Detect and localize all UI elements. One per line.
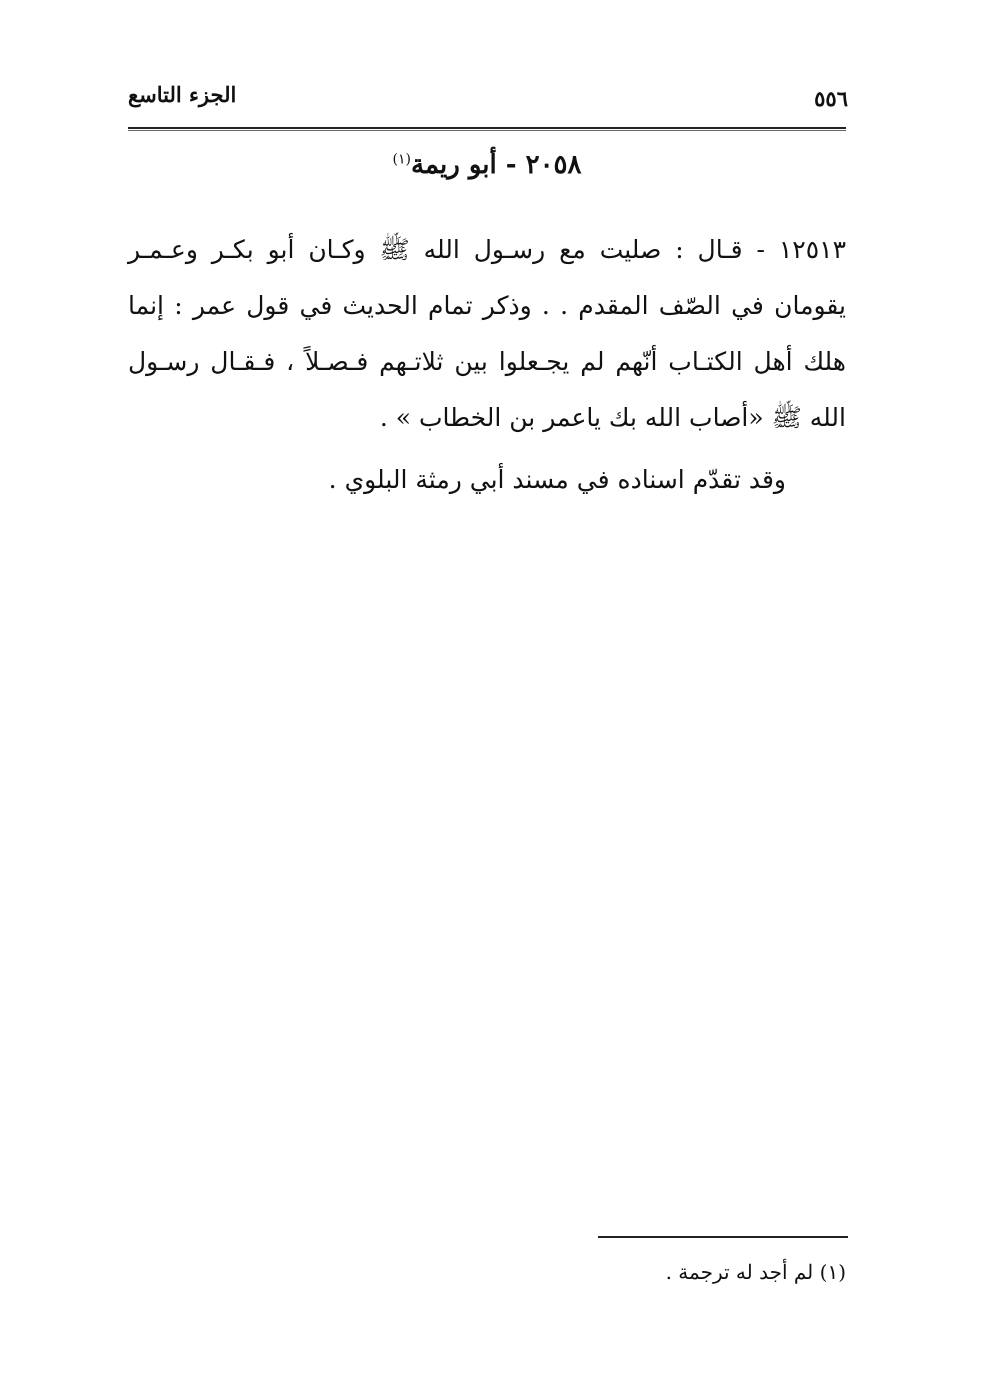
header-divider <box>128 127 846 131</box>
book-part-label: الجزء التاسع <box>128 82 237 107</box>
footnote-divider <box>598 1236 848 1238</box>
page-number: ٥٥٦ <box>814 86 848 111</box>
running-header <box>128 82 848 122</box>
isnad-note: وقد تقدّم اسناده في مسند أبي رمثة البلوي . <box>328 465 786 494</box>
hadith-paragraph: ١٢٥١٣ - قـال : صليت مع رسـول الله ﷺ وكـان أبو بكـر وعـمـر يقومان في الصّف المقدم . . وذكر تمام الحديث في قول عمر : إنما هلك أهل الكتـاب أنّهم لم يجـعلوا بين ثلاتـهم فـصـلاً ، فـقـال رسـول الله ﷺ «أصاب الله بك ياعمر بن الخطاب » . <box>128 235 846 432</box>
main-text <box>128 222 846 508</box>
footnote-reference: (١) <box>392 151 411 168</box>
footnote: (١) لم أجد له ترجمة . <box>665 1260 846 1284</box>
chapter-heading <box>128 150 846 180</box>
chapter-title: ٢٠٥٨ - أبو ريمة <box>411 150 582 180</box>
